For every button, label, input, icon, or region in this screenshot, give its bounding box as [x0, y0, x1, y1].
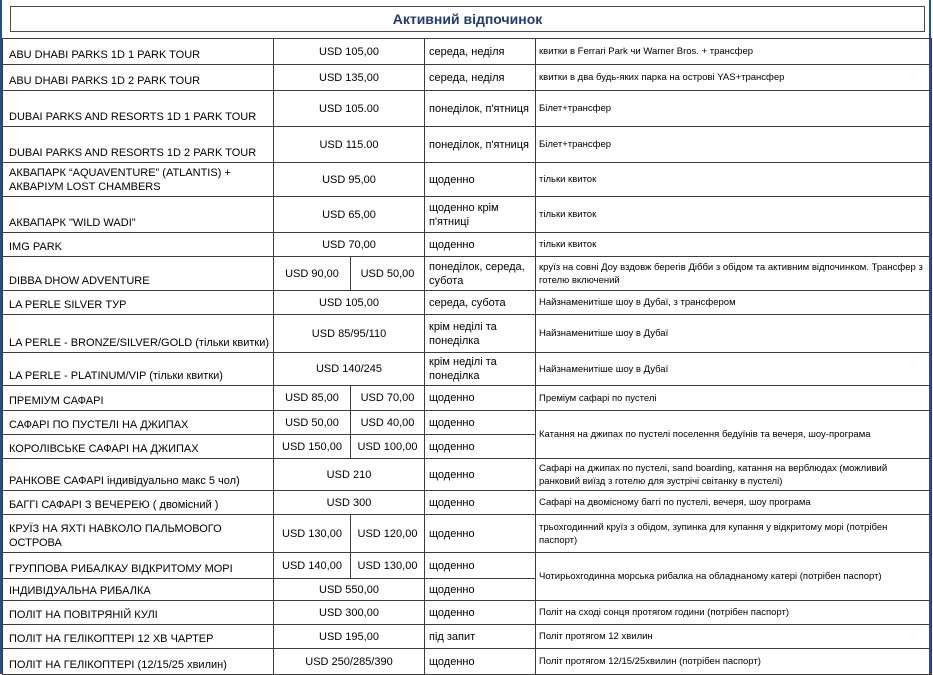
activity-days[interactable]: щоденно крім п'ятниці — [425, 197, 536, 233]
table-row — [3, 65, 932, 91]
activity-price[interactable]: USD 115.00 — [274, 127, 425, 163]
activity-name[interactable]: DUBAI PARKS AND RESORTS 1D 2 PARK TOUR — [3, 127, 274, 163]
activity-days[interactable]: середа, неділя — [425, 65, 536, 91]
activity-description[interactable]: Білет+трансфер — [536, 127, 932, 163]
activity-days[interactable]: щоденно — [425, 491, 536, 515]
activity-name[interactable]: IMG PARK — [3, 233, 274, 257]
table-row — [3, 91, 932, 127]
table-row — [3, 291, 932, 315]
activity-name[interactable]: КРУЇЗ НА ЯХТІ НАВКОЛО ПАЛЬМОВОГО ОСТРОВА — [3, 515, 274, 553]
activity-description[interactable]: Політ на сході сонця протягом години (потрібен паспорт) — [536, 601, 932, 625]
activity-name[interactable]: ABU DHABI PARKS 1D 2 PARK TOUR — [3, 65, 274, 91]
activity-price[interactable]: USD 300 — [274, 491, 425, 515]
activity-days[interactable]: щоденно — [425, 386, 536, 411]
activity-name[interactable]: АКВАПАРК "WILD WADI" — [3, 197, 274, 233]
table-row — [3, 601, 932, 625]
page-title[interactable]: Активний відпочинок — [10, 6, 925, 32]
activity-name[interactable]: РАНКОВЕ САФАРІ індивідуально макс 5 чол) — [3, 459, 274, 491]
activity-days[interactable]: щоденно — [425, 579, 536, 601]
activity-description[interactable]: круїз на совні Доу вздовж берегів Дібби з обідом та активним відпочинком. Трансфер з готелю включений — [536, 257, 932, 291]
activity-price-adult[interactable]: USD 150,00 — [274, 435, 351, 459]
activity-days[interactable]: крім неділі та понеділка — [425, 353, 536, 386]
activity-description[interactable]: тільки квиток — [536, 197, 932, 233]
activity-days[interactable]: щоденно — [425, 553, 536, 579]
activity-days[interactable]: середа, неділя — [425, 39, 536, 65]
activity-name[interactable]: ПОЛІТ НА ПОВІТРЯНІЙ КУЛІ — [3, 601, 274, 625]
activity-price[interactable]: USD 105,00 — [274, 39, 425, 65]
activity-description[interactable]: квитки в Ferrari Park чи Warner Bros. + трансфер — [536, 39, 932, 65]
activity-name[interactable]: LA PERLE - PLATINUM/VIP (тільки квитки) — [3, 353, 274, 386]
activity-name[interactable]: ПОЛІТ НА ГЕЛІКОПТЕРІ (12/15/25 хвилин) — [3, 649, 274, 675]
activity-price[interactable]: USD 135,00 — [274, 65, 425, 91]
activity-price[interactable]: USD 210 — [274, 459, 425, 491]
activity-price[interactable]: USD 195,00 — [274, 625, 425, 649]
activity-description[interactable]: Найзнаменитіше шоу в Дубаї, з трансфером — [536, 291, 932, 315]
table-row — [3, 163, 932, 197]
activity-price[interactable]: USD 65,00 — [274, 197, 425, 233]
activity-price[interactable]: USD 70,00 — [274, 233, 425, 257]
table-row — [3, 411, 932, 435]
activity-description[interactable]: Чотирьохгодинна морська рибалка на обладнаному катері (потрібен паспорт) — [536, 553, 932, 601]
activity-name[interactable]: LA PERLE SILVER ТУР — [3, 291, 274, 315]
activity-description[interactable]: Сафарі на джипах по пустелі, sand boarding, катання на верблюдах (можливий ранковий виїзд з готелю для зустрічі світанку в пустелі) — [536, 459, 932, 491]
activity-name[interactable]: ABU DHABI PARKS 1D 1 PARK TOUR — [3, 39, 274, 65]
activity-name[interactable]: ПОЛІТ НА ГЕЛІКОПТЕРІ 12 ХВ ЧАРТЕР — [3, 625, 274, 649]
activity-name[interactable]: ГРУППОВА РИБАЛКАУ ВІДКРИТОМУ МОРІ — [3, 553, 274, 579]
activity-days[interactable]: щоденно — [425, 411, 536, 435]
activity-price-child[interactable]: USD 120,00 — [351, 515, 425, 553]
activity-name[interactable]: САФАРІ ПО ПУСТЕЛІ НА ДЖИПАХ — [3, 411, 274, 435]
activity-description[interactable]: Найзнаменитіше шоу в Дубаї — [536, 353, 932, 386]
activity-name[interactable]: БАГГІ САФАРІ З ВЕЧЕРЕЮ ( двомісний ) — [3, 491, 274, 515]
activity-description[interactable]: квитки в два будь-яких парка на острові YAS+трансфер — [536, 65, 932, 91]
activity-name[interactable]: КОРОЛІВСЬКЕ САФАРІ НА ДЖИПАХ — [3, 435, 274, 459]
activity-price-child[interactable]: USD 100,00 — [351, 435, 425, 459]
activity-name[interactable]: ІНДИВІДУАЛЬНА РИБАЛКА — [3, 579, 274, 601]
activity-description[interactable]: трьохгодинний круїз з обідом, зупинка для купання у відкритому морі (потрібен паспорт) — [536, 515, 932, 553]
activity-price[interactable]: USD 550,00 — [274, 579, 425, 601]
activity-price[interactable]: USD 95,00 — [274, 163, 425, 197]
activity-price[interactable]: USD 300,00 — [274, 601, 425, 625]
activity-price-child[interactable]: USD 40,00 — [351, 411, 425, 435]
table-row — [3, 553, 932, 579]
activity-days[interactable]: крім неділі та понеділка — [425, 315, 536, 353]
title-band — [0, 0, 931, 38]
activity-days[interactable]: щоденно — [425, 435, 536, 459]
table-row — [3, 197, 932, 233]
activity-days[interactable]: щоденно — [425, 459, 536, 491]
table-row — [3, 39, 932, 65]
activity-name[interactable]: АКВАПАРК “AQUAVENTURE” (ATLANTIS) + АКВАРІУМ LOST CHAMBERS — [3, 163, 274, 197]
table-row — [3, 649, 932, 675]
activity-price-child[interactable]: USD 70,00 — [351, 386, 425, 411]
table-row — [3, 353, 932, 386]
activity-price[interactable]: USD 140/245 — [274, 353, 425, 386]
activity-price-adult[interactable]: USD 85,00 — [274, 386, 351, 411]
activity-days[interactable]: щоденно — [425, 515, 536, 553]
activity-price-adult[interactable]: USD 50,00 — [274, 411, 351, 435]
activity-description[interactable]: тільки квиток — [536, 163, 932, 197]
activity-days[interactable]: щоденно — [425, 163, 536, 197]
table-row — [3, 386, 932, 411]
activity-days[interactable]: під запит — [425, 625, 536, 649]
activity-days[interactable]: середа, субота — [425, 291, 536, 315]
activity-price-adult[interactable]: USD 140,00 — [274, 553, 351, 579]
activity-days[interactable]: щоденно — [425, 649, 536, 675]
table-row — [3, 459, 932, 491]
activity-description[interactable]: Преміум сафарі по пустелі — [536, 386, 932, 411]
activity-description[interactable]: Білет+трансфер — [536, 91, 932, 127]
activity-name[interactable]: DUBAI PARKS AND RESORTS 1D 1 PARK TOUR — [3, 91, 274, 127]
activity-price[interactable]: USD 105,00 — [274, 291, 425, 315]
activity-description[interactable]: Політ протягом 12 хвилин — [536, 625, 932, 649]
activity-price-adult[interactable]: USD 90,00 — [274, 257, 351, 291]
table-row — [3, 233, 932, 257]
activity-price-child[interactable]: USD 50,00 — [351, 257, 425, 291]
activity-name[interactable]: ПРЕМІУМ САФАРІ — [3, 386, 274, 411]
activity-description[interactable]: Катання на джипах по пустелі поселення бедуїнів та вечеря, шоу-програма — [536, 411, 932, 459]
activity-description[interactable]: Сафарі на двомісному баггі по пустелі, вечеря, шоу програма — [536, 491, 932, 515]
activity-price-adult[interactable]: USD 130,00 — [274, 515, 351, 553]
activity-price[interactable]: USD 85/95/110 — [274, 315, 425, 353]
activity-days[interactable]: щоденно — [425, 601, 536, 625]
activity-days[interactable]: понеділок, п'ятниця — [425, 91, 536, 127]
activity-price-child[interactable]: USD 130,00 — [351, 553, 425, 579]
table-row — [3, 315, 932, 353]
table-row — [3, 257, 932, 291]
activity-description[interactable]: Найзнаменитіше шоу в Дубаї — [536, 315, 932, 353]
table-row — [3, 515, 932, 553]
activity-price[interactable]: USD 105.00 — [274, 91, 425, 127]
activities-table — [2, 38, 932, 675]
activity-days[interactable]: понеділок, п'ятниця — [425, 127, 536, 163]
activity-days[interactable]: понеділок, середа, субота — [425, 257, 536, 291]
table-row — [3, 127, 932, 163]
table-row — [3, 625, 932, 649]
activity-description[interactable]: Політ протягом 12/15/25хвилин (потрібен паспорт) — [536, 649, 932, 675]
activity-name[interactable]: DIBBA DHOW ADVENTURE — [3, 257, 274, 291]
activity-price[interactable]: USD 250/285/390 — [274, 649, 425, 675]
activity-days[interactable]: щоденно — [425, 233, 536, 257]
table-row — [3, 491, 932, 515]
activity-name[interactable]: LA PERLE - BRONZE/SILVER/GOLD (тільки квитки) — [3, 315, 274, 353]
activity-description[interactable]: тільки квиток — [536, 233, 932, 257]
